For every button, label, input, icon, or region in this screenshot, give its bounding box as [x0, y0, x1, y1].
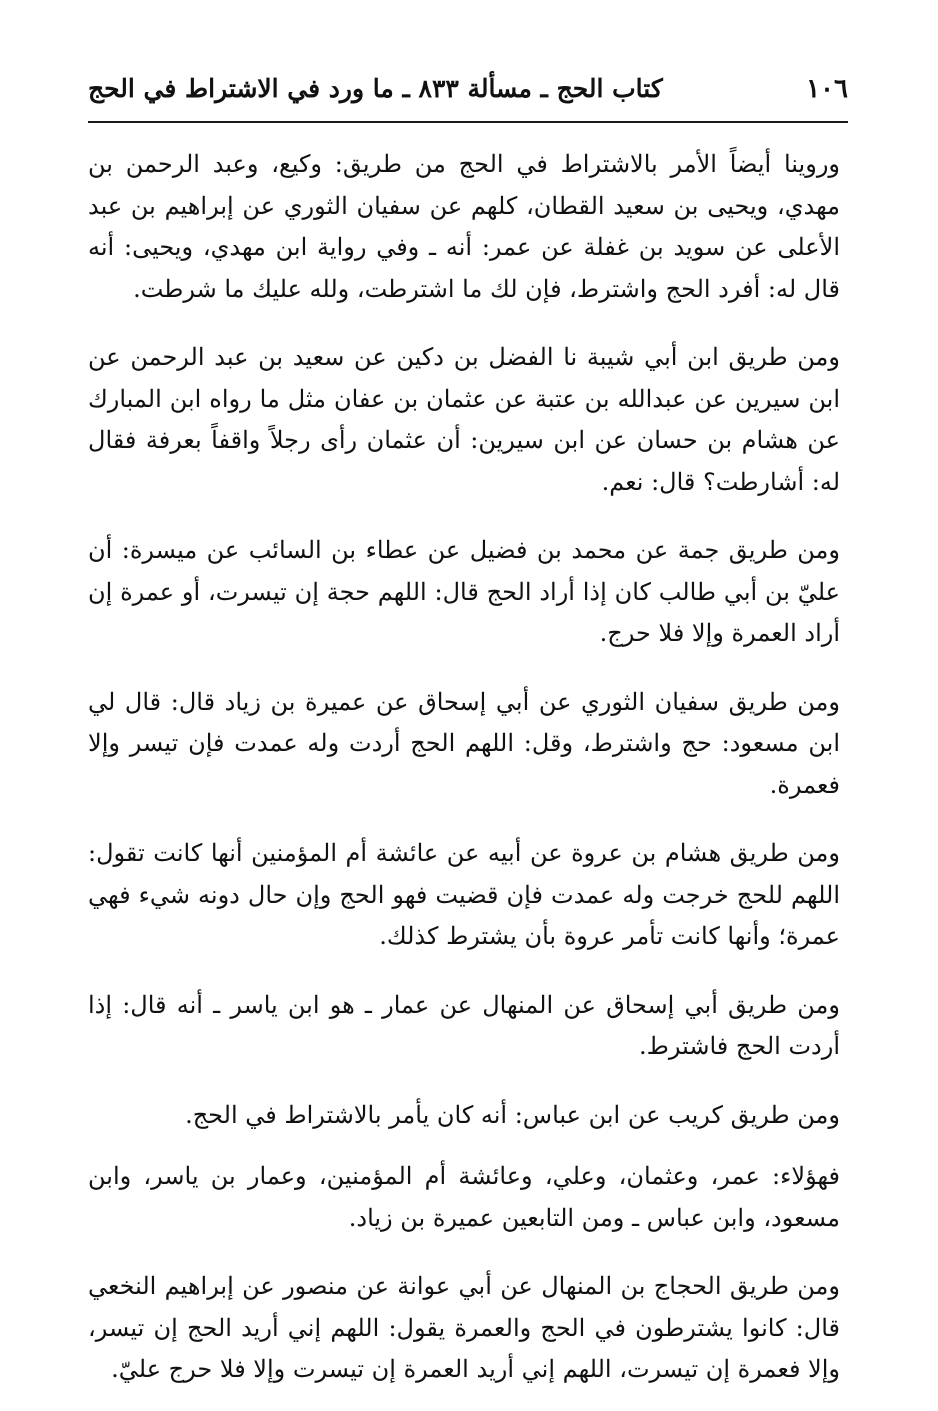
page-number: ١٠٦	[806, 74, 848, 104]
paragraph: ومن طريق ابن أبي شيبة نا الفضل بن دكين عن سعيد بن عبد الرحمن عن ابن سيرين عن عبدالله بن عتبة عن عثمان بن عفان مثل ما رواه ابن المبارك عن هشام بن حسان عن ابن سيرين: أن عثمان رأى رجلاً واقفاً بعرفة فقال له: أشارطت؟ قال: نعم.	[88, 343, 840, 496]
paragraph: ومن طريق سفيان الثوري عن أبي إسحاق عن عميرة بن زياد قال: قال لي ابن مسعود: حج واشترط، وقل: اللهم الحج أردت وله عمدت فإن تيسر وإلا فعمرة.	[88, 687, 840, 799]
paragraph: ومن طريق أبي إسحاق عن المنهال عن عمار ـ هو ابن ياسر ـ أنه قال: إذا أردت الحج فاشترط.	[88, 990, 840, 1060]
body-text	[88, 144, 840, 1411]
paragraph: ومن طريق الحجاج بن المنهال عن أبي عوانة عن منصور عن إبراهيم النخعي قال: كانوا يشترطون في الحج والعمرة يقول: اللهم إني أريد الحج إن تيسر، وإلا فعمرة إن تيسرت، اللهم إني أريد العمرة إن تيسرت وإلا فلا حرج عليّ.	[88, 1272, 840, 1383]
paragraph: ومن طريق جمة عن محمد بن فضيل عن عطاء بن السائب عن ميسرة: أن عليّ بن أبي طالب كان إذا أراد الحج قال: اللهم حجة إن تيسرت، أو عمرة إن أراد العمرة وإلا فلا حرج.	[88, 536, 840, 647]
paragraph: ومن طريق كريب عن ابن عباس: أنه كان يأمر بالاشتراط في الحج.	[185, 1100, 840, 1129]
page-header	[88, 64, 848, 116]
paragraph: وروينا أيضاً الأمر بالاشتراط في الحج من طريق: وكيع، وعبد الرحمن بن مهدي، ويحيى بن سعيد القطان، كلهم عن سفيان الثوري عن إبراهيم بن عبد الأعلى عن سويد بن غفلة عن عمر: أنه ـ وفي رواية ابن مهدي، ويحيى: أنه قال له: أفرد الحج واشترط، فإن لك ما اشترطت، ولله عليك ما شرطت.	[88, 150, 840, 303]
paragraph: فهؤلاء: عمر، وعثمان، وعلي، وعائشة أم المؤمنين، وعمار بن ياسر، وابن مسعود، وابن عباس ـ ومن التابعين عميرة بن زياد.	[88, 1162, 840, 1232]
header-rule	[88, 121, 848, 123]
paragraph: ومن طريق هشام بن عروة عن أبيه عن عائشة أم المؤمنين أنها كانت تقول: اللهم للحج خرجت وله عمدت فإن قضيت فهو الحج وإن حال دونه شيء فهي عمرة؛ وأنها كانت تأمر عروة بأن يشترط كذلك.	[88, 839, 840, 950]
running-title: كتاب الحج ـ مسألة ٨٣٣ ـ ما ورد في الاشتراط في الحج	[88, 74, 663, 103]
